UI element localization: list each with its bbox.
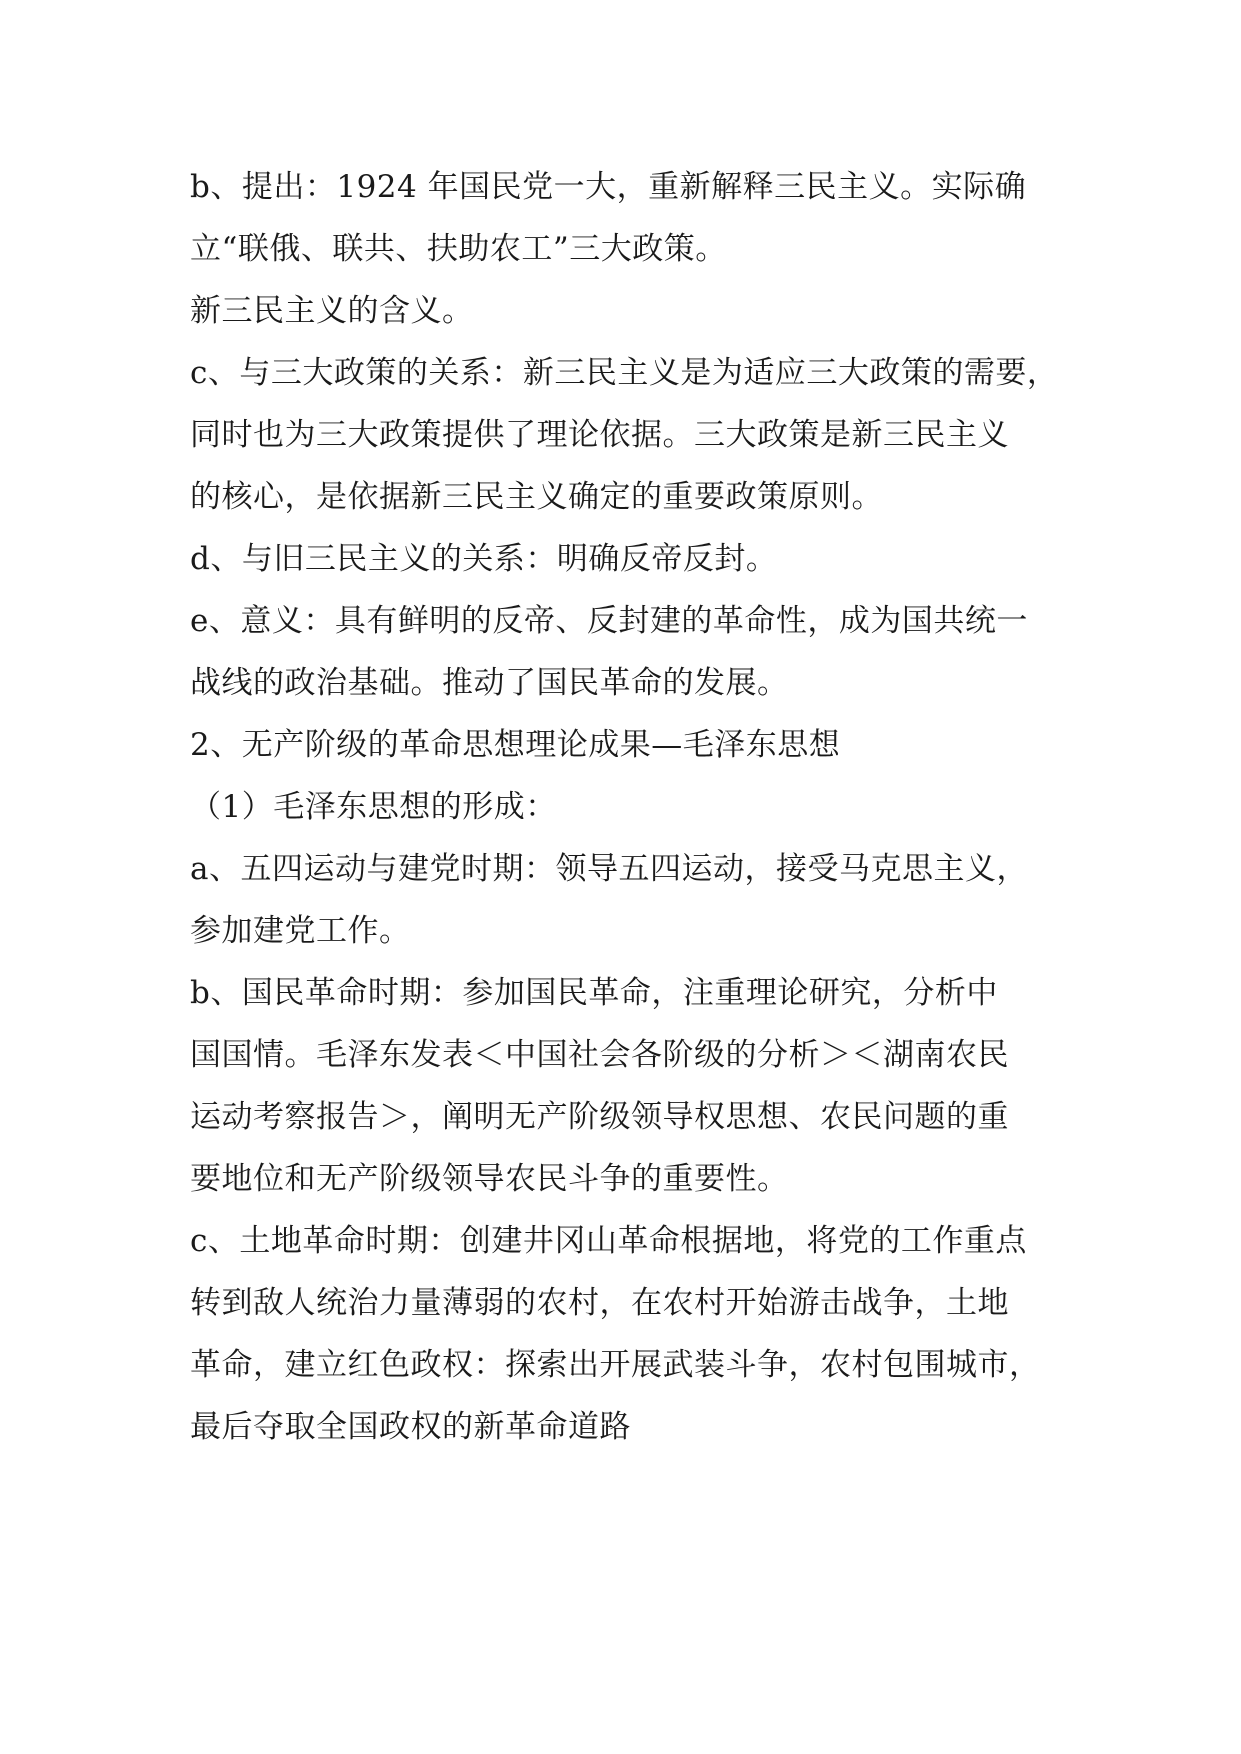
text-line: 转到敌人统治力量薄弱的农村，在农村开始游击战争，土地 <box>190 1285 1009 1321</box>
text-line: 同时也为三大政策提供了理论依据。三大政策是新三民主义 <box>190 417 1009 453</box>
text-line: d、与旧三民主义的关系：明确反帝反封。 <box>190 541 778 577</box>
text-line: 国国情。毛泽东发表＜中国社会各阶级的分析＞＜湖南农民 <box>190 1037 1009 1073</box>
text-line: c、土地革命时期：创建井冈山革命根据地，将党的工作重点 <box>190 1223 1027 1259</box>
text-line: a、五四运动与建党时期：领导五四运动，接受马克思主义， <box>190 851 1028 887</box>
text-line: 要地位和无产阶级领导农民斗争的重要性。 <box>190 1161 789 1197</box>
text-line: c、与三大政策的关系：新三民主义是为适应三大政策的需要， <box>190 355 1059 391</box>
text-line: 新三民主义的含义。 <box>190 293 474 329</box>
section-heading: 2、无产阶级的革命思想理论成果—毛泽东思想 <box>190 727 841 763</box>
text-line: 战线的政治基础。推动了国民革命的发展。 <box>190 665 789 701</box>
text-line: b、提出：1924 年国民党一大，重新解释三民主义。实际确 <box>190 169 1027 205</box>
text-line: 革命，建立红色政权：探索出开展武装斗争，农村包围城市， <box>190 1347 1041 1383</box>
text-line: 最后夺取全国政权的新革命道路 <box>190 1409 631 1445</box>
text-line: e、意义：具有鲜明的反帝、反封建的革命性，成为国共统一 <box>190 603 1028 639</box>
text-line: 立“联俄、联共、扶助农工”三大政策。 <box>190 231 727 267</box>
document-body <box>190 156 1065 1458</box>
subsection-heading: （1）毛泽东思想的形成： <box>190 789 557 825</box>
text-line: b、国民革命时期：参加国民革命，注重理论研究，分析中 <box>190 975 998 1011</box>
text-line: 的核心，是依据新三民主义确定的重要政策原则。 <box>190 479 883 515</box>
text-line: 运动考察报告＞，阐明无产阶级领导权思想、农民问题的重 <box>190 1099 1009 1135</box>
text-line: 参加建党工作。 <box>190 913 411 949</box>
